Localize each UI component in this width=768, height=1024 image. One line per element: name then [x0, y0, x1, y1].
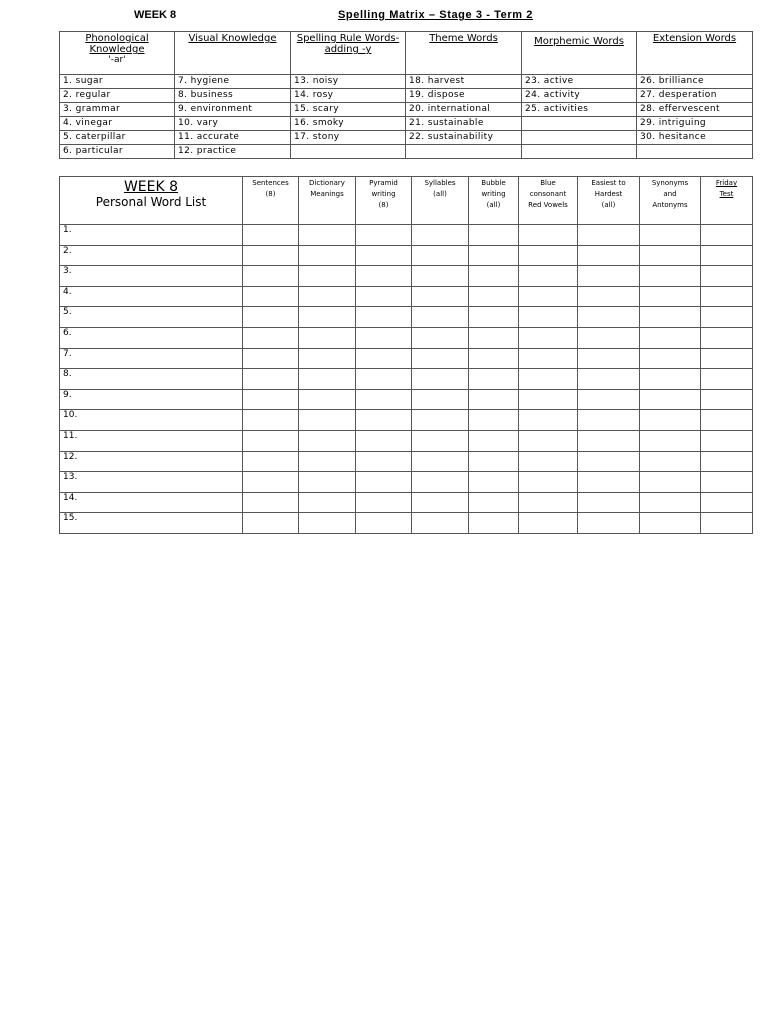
- word-list-row-number[interactable]: 14.: [60, 492, 243, 513]
- word-list-row-number[interactable]: 5.: [60, 307, 243, 328]
- word-list-cell[interactable]: [412, 369, 469, 390]
- word-list-row-number[interactable]: 8.: [60, 369, 243, 390]
- word-list-cell[interactable]: [701, 472, 753, 493]
- matrix-cell: 25. activities: [522, 103, 637, 117]
- word-list-cell[interactable]: [356, 389, 412, 410]
- matrix-cell: 4. vinegar: [60, 117, 175, 131]
- matrix-cell: [522, 145, 637, 159]
- matrix-cell: 30. hesitance: [637, 131, 753, 145]
- matrix-cell: 9. environment: [175, 103, 291, 117]
- word-list-cell[interactable]: [519, 492, 578, 513]
- word-list-cell[interactable]: [701, 492, 753, 513]
- word-list-cell[interactable]: [701, 348, 753, 369]
- word-list-cell[interactable]: [299, 472, 356, 493]
- matrix-cell: 28. effervescent: [637, 103, 753, 117]
- word-list-column-header: Easiest to Hardest (all): [578, 177, 640, 225]
- word-list-cell[interactable]: [578, 327, 640, 348]
- matrix-cell: 21. sustainable: [406, 117, 522, 131]
- word-list-cell[interactable]: [243, 451, 299, 472]
- word-list-row-number[interactable]: 7.: [60, 348, 243, 369]
- matrix-cell: 10. vary: [175, 117, 291, 131]
- word-list-cell[interactable]: [356, 348, 412, 369]
- matrix-cell: 20. international: [406, 103, 522, 117]
- matrix-cell: 23. active: [522, 75, 637, 89]
- word-list-cell[interactable]: [519, 266, 578, 287]
- word-list-cell[interactable]: [578, 513, 640, 534]
- word-list-cell[interactable]: [356, 245, 412, 266]
- matrix-cell: [522, 131, 637, 145]
- word-list-cell[interactable]: [243, 266, 299, 287]
- word-list-row-number[interactable]: 15.: [60, 513, 243, 534]
- matrix-cell: 29. intriguing: [637, 117, 753, 131]
- word-list-cell[interactable]: [469, 307, 519, 328]
- word-list-row: [60, 327, 753, 348]
- matrix-row: [60, 117, 753, 131]
- word-list-cell[interactable]: [701, 327, 753, 348]
- word-list-column-header: Blue consonant Red Vowels: [519, 177, 578, 225]
- word-list-cell[interactable]: [519, 286, 578, 307]
- matrix-cell: 1. sugar: [60, 75, 175, 89]
- word-list-cell[interactable]: [578, 307, 640, 328]
- word-list-cell[interactable]: [243, 472, 299, 493]
- word-list-cell[interactable]: [243, 389, 299, 410]
- word-list-cell[interactable]: [356, 369, 412, 390]
- word-list-cell[interactable]: [469, 451, 519, 472]
- word-list-cell[interactable]: [469, 245, 519, 266]
- matrix-cell: 22. sustainability: [406, 131, 522, 145]
- word-list-cell[interactable]: [356, 410, 412, 431]
- word-list-cell[interactable]: [299, 225, 356, 246]
- matrix-cell: 26. brilliance: [637, 75, 753, 89]
- word-list-cell[interactable]: [701, 307, 753, 328]
- word-list-cell[interactable]: [412, 410, 469, 431]
- word-list-row: [60, 513, 753, 534]
- word-list-row: [60, 307, 753, 328]
- word-list-cell[interactable]: [299, 286, 356, 307]
- word-list-row: [60, 348, 753, 369]
- word-list-cell[interactable]: [640, 513, 701, 534]
- word-list-cell[interactable]: [356, 286, 412, 307]
- matrix-cell: [291, 145, 406, 159]
- word-list-row: [60, 369, 753, 390]
- word-list-cell[interactable]: [356, 430, 412, 451]
- word-list-cell[interactable]: [640, 430, 701, 451]
- word-list-cell[interactable]: [640, 225, 701, 246]
- word-list-cell[interactable]: [519, 389, 578, 410]
- word-list-cell[interactable]: [519, 348, 578, 369]
- matrix-cell: 13. noisy: [291, 75, 406, 89]
- matrix-header-morphemic: Morphemic Words: [522, 32, 637, 75]
- word-list-cell[interactable]: [412, 245, 469, 266]
- word-list-cell[interactable]: [356, 327, 412, 348]
- word-list-column-header: Pyramid writing (8): [356, 177, 412, 225]
- word-list-cell[interactable]: [578, 492, 640, 513]
- word-list-cell[interactable]: [469, 430, 519, 451]
- word-list-cell[interactable]: [519, 513, 578, 534]
- matrix-cell: 18. harvest: [406, 75, 522, 89]
- word-list-column-header: Bubble writing (all): [469, 177, 519, 225]
- word-list-cell[interactable]: [640, 348, 701, 369]
- matrix-header-visual: Visual Knowledge: [175, 32, 291, 75]
- word-list-row-number[interactable]: 11.: [60, 430, 243, 451]
- word-list-row: [60, 245, 753, 266]
- matrix-cell: 5. caterpillar: [60, 131, 175, 145]
- word-list-row-number[interactable]: 2.: [60, 245, 243, 266]
- matrix-cell: [522, 117, 637, 131]
- word-list-cell[interactable]: [578, 410, 640, 431]
- word-list-row-number[interactable]: 6.: [60, 327, 243, 348]
- word-list-cell[interactable]: [412, 513, 469, 534]
- word-list-row-number[interactable]: 3.: [60, 266, 243, 287]
- word-list-cell[interactable]: [640, 410, 701, 431]
- word-list-cell[interactable]: [412, 327, 469, 348]
- word-list-row: [60, 430, 753, 451]
- word-list-cell[interactable]: [578, 286, 640, 307]
- word-list-cell[interactable]: [640, 245, 701, 266]
- word-list-row-number[interactable]: 12.: [60, 451, 243, 472]
- matrix-cell: 24. activity: [522, 89, 637, 103]
- word-list-cell[interactable]: [243, 245, 299, 266]
- word-list-cell[interactable]: [299, 348, 356, 369]
- word-list-cell[interactable]: [701, 451, 753, 472]
- word-list-row: [60, 286, 753, 307]
- word-list-cell[interactable]: [243, 286, 299, 307]
- word-list-cell[interactable]: [469, 369, 519, 390]
- matrix-header-theme: Theme Words: [406, 32, 522, 75]
- matrix-cell: 7. hygiene: [175, 75, 291, 89]
- word-list-cell[interactable]: [701, 389, 753, 410]
- word-list-cell[interactable]: [701, 369, 753, 390]
- word-list-cell[interactable]: [243, 369, 299, 390]
- word-list-cell[interactable]: [640, 389, 701, 410]
- word-list-cell[interactable]: [243, 410, 299, 431]
- word-list-row: [60, 472, 753, 493]
- word-list-column-header: Sentences (8): [243, 177, 299, 225]
- word-list-row-number[interactable]: 1.: [60, 225, 243, 246]
- word-list-title: Personal Word List: [95, 195, 207, 209]
- word-list-cell[interactable]: [412, 348, 469, 369]
- word-list-cell[interactable]: [243, 513, 299, 534]
- matrix-cell: 19. dispose: [406, 89, 522, 103]
- word-list-cell[interactable]: [640, 327, 701, 348]
- word-list-cell[interactable]: [412, 451, 469, 472]
- word-list-cell[interactable]: [299, 513, 356, 534]
- word-list-cell[interactable]: [299, 327, 356, 348]
- word-list-cell[interactable]: [243, 492, 299, 513]
- word-list-cell[interactable]: [243, 225, 299, 246]
- word-list-cell[interactable]: [299, 245, 356, 266]
- word-list-week: WEEK 8: [123, 179, 179, 195]
- word-list-cell[interactable]: [469, 348, 519, 369]
- word-list-cell[interactable]: [578, 451, 640, 472]
- word-list-cell[interactable]: [701, 245, 753, 266]
- word-list-title-cell: [60, 177, 243, 225]
- word-list-column-header: Dictionary Meanings: [299, 177, 356, 225]
- word-list-cell[interactable]: [701, 513, 753, 534]
- word-list-row: [60, 410, 753, 431]
- word-list-cell[interactable]: [243, 307, 299, 328]
- matrix-row: [60, 75, 753, 89]
- word-list-cell[interactable]: [578, 430, 640, 451]
- matrix-cell: 16. smoky: [291, 117, 406, 131]
- word-list-cell[interactable]: [640, 266, 701, 287]
- word-list-cell[interactable]: [578, 389, 640, 410]
- word-list-cell[interactable]: [578, 472, 640, 493]
- word-list-cell[interactable]: [701, 266, 753, 287]
- matrix-row: [60, 89, 753, 103]
- word-list-column-header: Synonyms and Antonyms: [640, 177, 701, 225]
- word-list-cell[interactable]: [519, 307, 578, 328]
- matrix-cell: 6. particular: [60, 145, 175, 159]
- personal-word-list-table: [59, 176, 753, 534]
- word-list-cell[interactable]: [356, 513, 412, 534]
- matrix-cell: 12. practice: [175, 145, 291, 159]
- matrix-row: [60, 103, 753, 117]
- word-list-cell[interactable]: [519, 451, 578, 472]
- matrix-header-extension: Extension Words: [637, 32, 753, 75]
- word-list-cell[interactable]: [299, 369, 356, 390]
- header-week: WEEK 8: [134, 9, 177, 21]
- word-list-cell[interactable]: [469, 492, 519, 513]
- word-list-cell[interactable]: [640, 472, 701, 493]
- matrix-cell: 8. business: [175, 89, 291, 103]
- word-list-cell[interactable]: [469, 286, 519, 307]
- word-list-row-number[interactable]: 4.: [60, 286, 243, 307]
- word-list-cell[interactable]: [640, 286, 701, 307]
- matrix-header-spelling-rule: Spelling Rule Words- adding -y: [291, 32, 406, 75]
- word-list-cell[interactable]: [469, 472, 519, 493]
- word-list-cell[interactable]: [412, 266, 469, 287]
- word-list-cell[interactable]: [469, 266, 519, 287]
- word-list-cell[interactable]: [701, 410, 753, 431]
- spelling-matrix-table: [59, 31, 753, 159]
- word-list-cell[interactable]: [519, 472, 578, 493]
- word-list-cell[interactable]: [519, 430, 578, 451]
- word-list-cell[interactable]: [469, 410, 519, 431]
- word-list-cell[interactable]: [640, 369, 701, 390]
- word-list-cell[interactable]: [640, 307, 701, 328]
- word-list-cell[interactable]: [243, 430, 299, 451]
- word-list-cell[interactable]: [356, 307, 412, 328]
- word-list-cell[interactable]: [299, 389, 356, 410]
- word-list-row: [60, 389, 753, 410]
- word-list-cell[interactable]: [578, 225, 640, 246]
- word-list-cell[interactable]: [519, 225, 578, 246]
- word-list-cell[interactable]: [243, 327, 299, 348]
- word-list-cell[interactable]: [469, 327, 519, 348]
- word-list-cell[interactable]: [412, 307, 469, 328]
- word-list-row-number[interactable]: 10.: [60, 410, 243, 431]
- matrix-cell: 15. scary: [291, 103, 406, 117]
- word-list-row-number[interactable]: 9.: [60, 389, 243, 410]
- word-list-row: [60, 225, 753, 246]
- word-list-cell[interactable]: [640, 451, 701, 472]
- matrix-header-phonological: Phonological Knowledge '-ar': [60, 32, 175, 75]
- word-list-cell[interactable]: [578, 348, 640, 369]
- word-list-cell[interactable]: [356, 225, 412, 246]
- word-list-cell[interactable]: [519, 369, 578, 390]
- word-list-cell[interactable]: [578, 245, 640, 266]
- word-list-cell[interactable]: [299, 492, 356, 513]
- word-list-cell[interactable]: [469, 513, 519, 534]
- word-list-cell[interactable]: [640, 492, 701, 513]
- word-list-row: [60, 266, 753, 287]
- word-list-cell[interactable]: [299, 266, 356, 287]
- word-list-column-header: Syllables (all): [412, 177, 469, 225]
- matrix-cell: 2. regular: [60, 89, 175, 103]
- matrix-cell: [637, 145, 753, 159]
- word-list-cell[interactable]: [412, 389, 469, 410]
- word-list-cell[interactable]: [356, 472, 412, 493]
- word-list-cell[interactable]: [701, 225, 753, 246]
- word-list-row: [60, 492, 753, 513]
- matrix-row: [60, 145, 753, 159]
- matrix-cell: 17. stony: [291, 131, 406, 145]
- word-list-cell[interactable]: [412, 472, 469, 493]
- word-list-cell[interactable]: [243, 348, 299, 369]
- word-list-cell[interactable]: [701, 430, 753, 451]
- word-list-cell[interactable]: [299, 430, 356, 451]
- word-list-cell[interactable]: [299, 410, 356, 431]
- word-list-cell[interactable]: [412, 430, 469, 451]
- word-list-cell[interactable]: [519, 410, 578, 431]
- word-list-row-number[interactable]: 13.: [60, 472, 243, 493]
- matrix-title: Spelling Matrix – Stage 3 - Term 2: [338, 9, 534, 21]
- word-list-cell[interactable]: [412, 225, 469, 246]
- word-list-cell[interactable]: [578, 266, 640, 287]
- word-list-cell[interactable]: [469, 225, 519, 246]
- word-list-cell[interactable]: [578, 369, 640, 390]
- word-list-cell[interactable]: [356, 451, 412, 472]
- word-list-cell[interactable]: [356, 492, 412, 513]
- matrix-cell: 11. accurate: [175, 131, 291, 145]
- word-list-cell[interactable]: [356, 266, 412, 287]
- word-list-cell[interactable]: [299, 307, 356, 328]
- matrix-cell: 27. desperation: [637, 89, 753, 103]
- matrix-cell: [406, 145, 522, 159]
- word-list-column-header: Friday Test: [701, 177, 753, 225]
- word-list-cell[interactable]: [519, 245, 578, 266]
- matrix-cell: 14. rosy: [291, 89, 406, 103]
- word-list-cell[interactable]: [299, 451, 356, 472]
- word-list-cell[interactable]: [701, 286, 753, 307]
- word-list-cell[interactable]: [469, 389, 519, 410]
- word-list-cell[interactable]: [412, 286, 469, 307]
- matrix-row: [60, 131, 753, 145]
- word-list-row: [60, 451, 753, 472]
- word-list-cell[interactable]: [519, 327, 578, 348]
- word-list-cell[interactable]: [412, 492, 469, 513]
- matrix-cell: 3. grammar: [60, 103, 175, 117]
